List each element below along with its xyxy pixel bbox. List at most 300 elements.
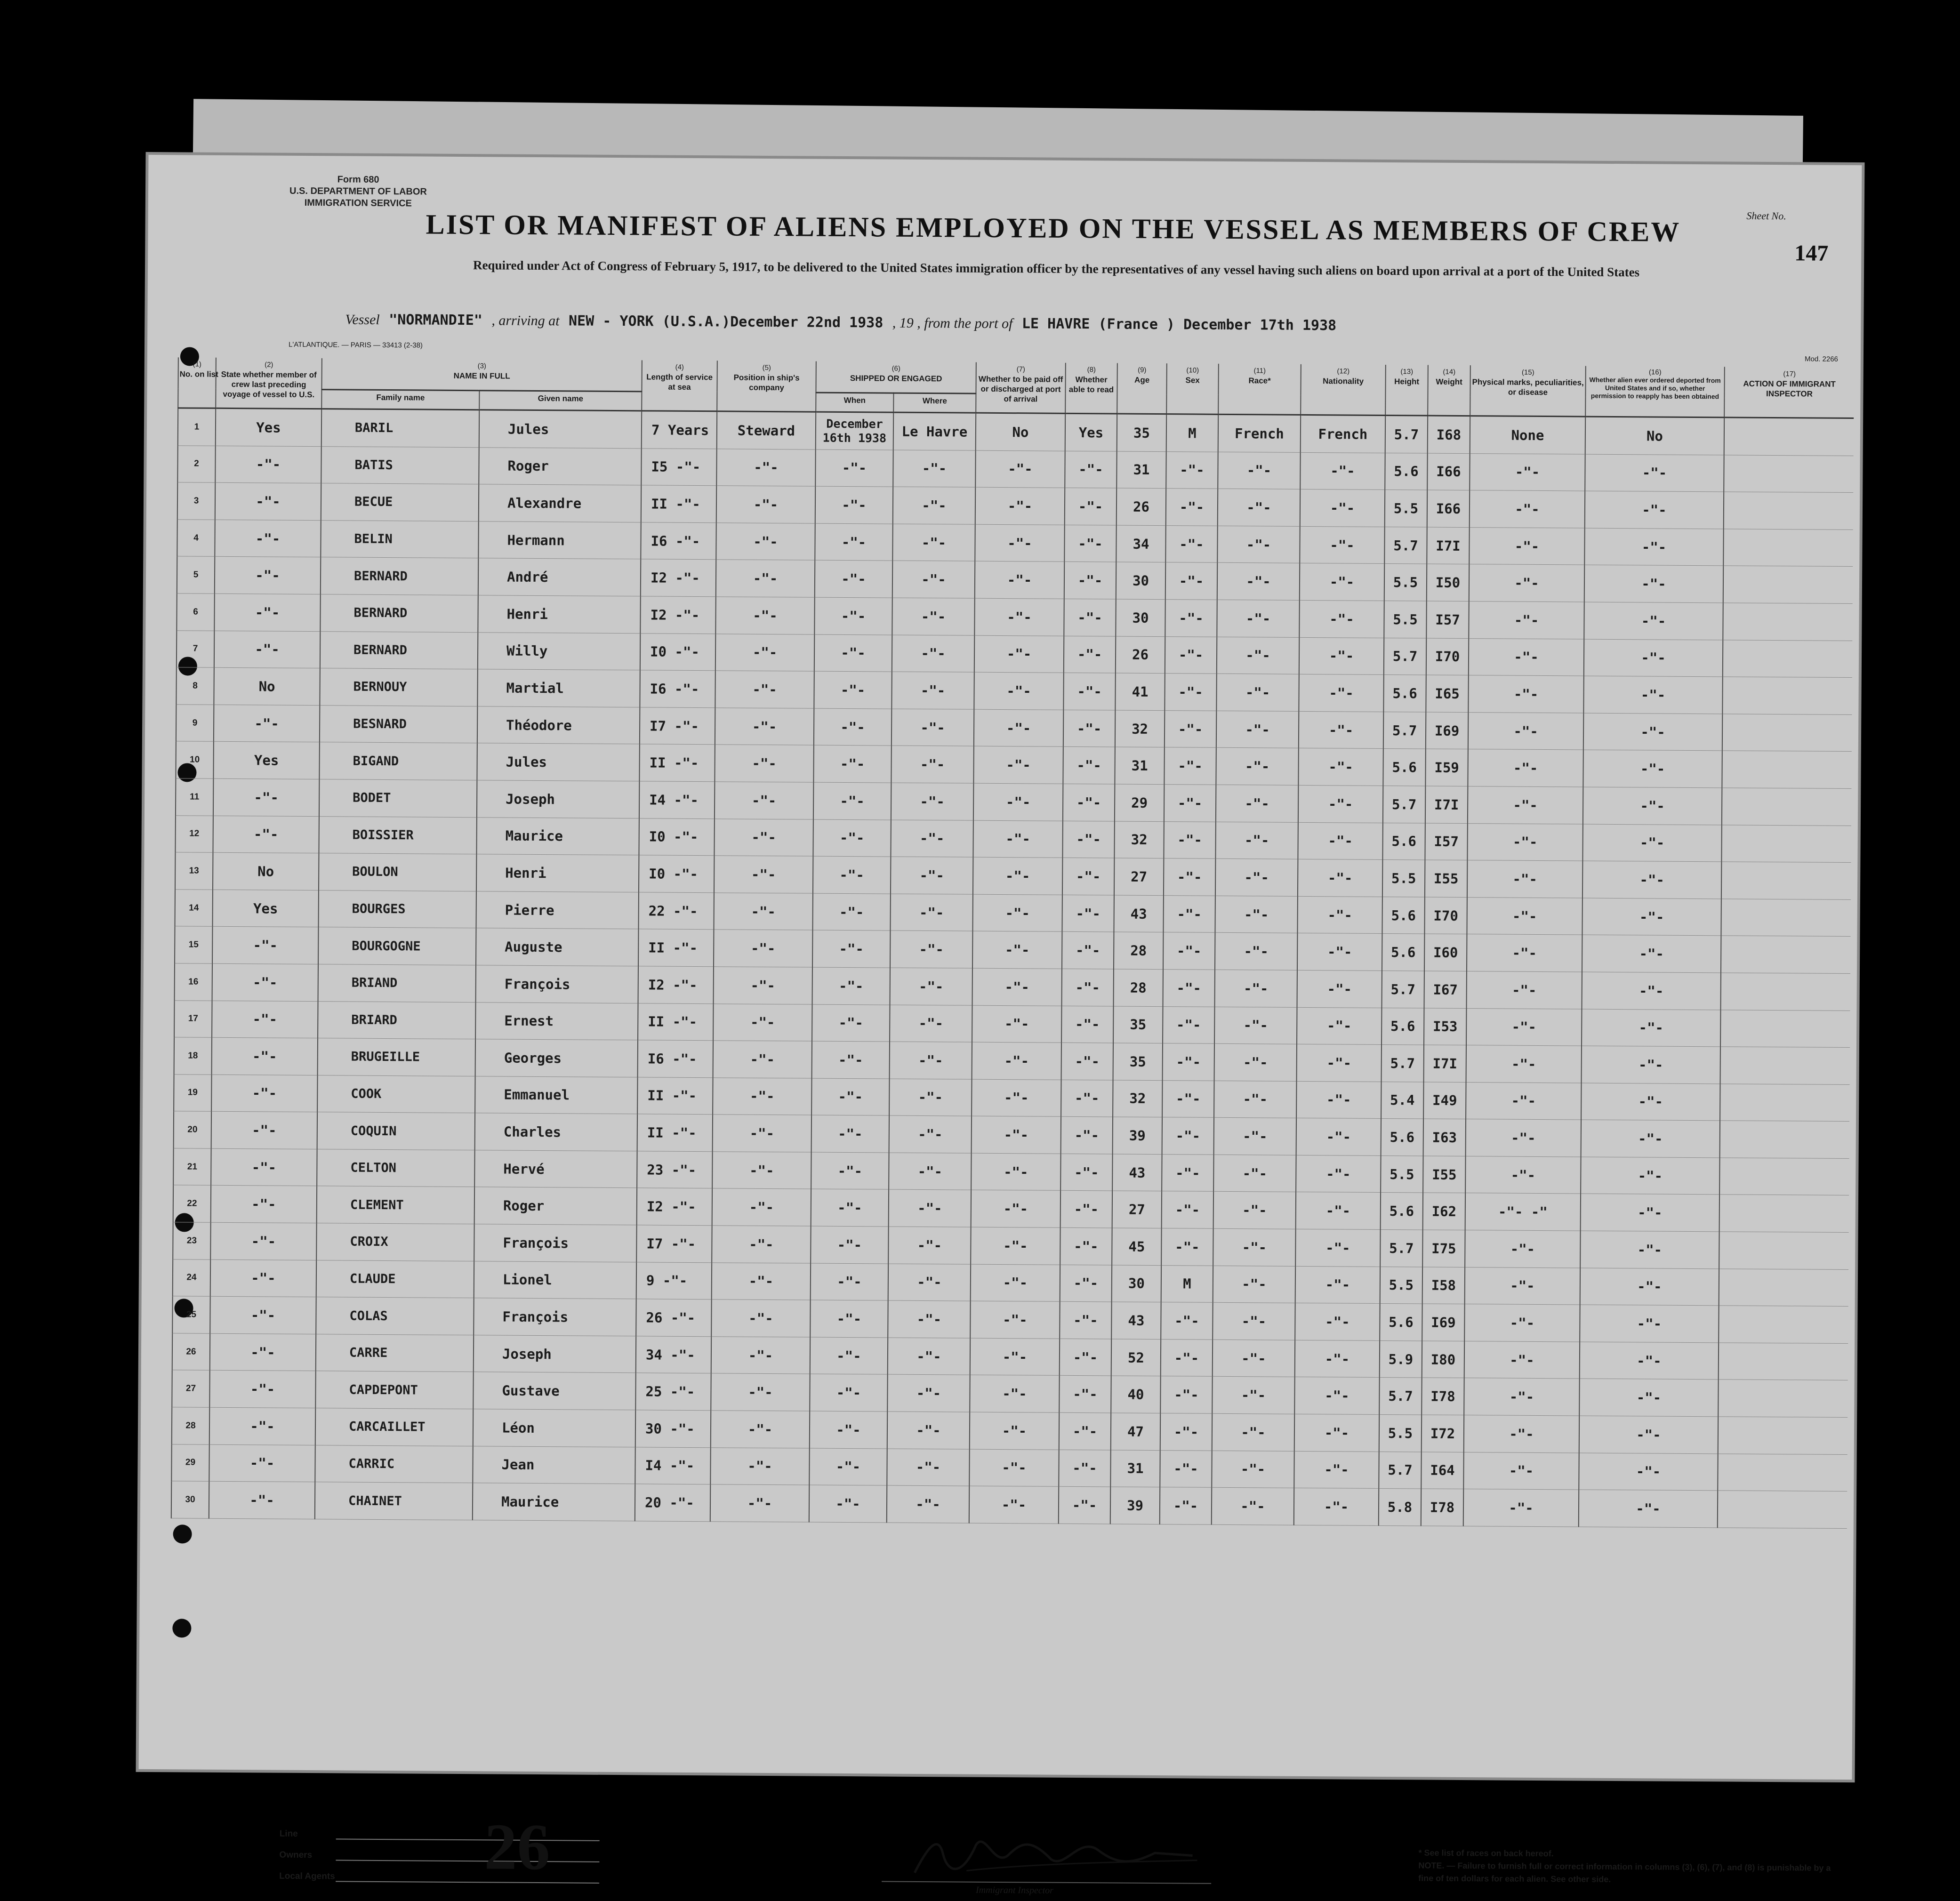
cell-deported: -"-	[1582, 824, 1721, 862]
cell-read: -"-	[1064, 599, 1116, 636]
cell-service: I4 -"-	[635, 1447, 710, 1484]
cell-nationality: -"-	[1298, 785, 1383, 823]
col-deported-header: (16) Whether alien ever ordered deported from United States and if so, whether permission to reapply has been obtained	[1585, 366, 1725, 417]
cell-position: -"-	[716, 560, 815, 597]
cell-height: 5.7	[1379, 1378, 1422, 1415]
line-field	[336, 1838, 600, 1841]
cell-paid-off: -"-	[972, 968, 1062, 1006]
cell-when: -"-	[812, 930, 890, 968]
cell-service: 23 -"-	[637, 1151, 712, 1189]
cell-when: -"-	[811, 1189, 889, 1227]
from-port-label: , from the port of	[917, 315, 1013, 332]
cell-age: 30	[1112, 1265, 1161, 1302]
cell-nationality: -"-	[1298, 748, 1383, 786]
cell-read: -"-	[1064, 525, 1116, 562]
cell-sex: -"-	[1163, 1043, 1214, 1081]
cell-family: CAPDEPONT	[315, 1371, 473, 1409]
cell-marks: -"-	[1464, 1378, 1579, 1416]
cell-read: -"-	[1063, 784, 1115, 821]
cell-nationality: -"-	[1297, 1007, 1382, 1045]
cell-paid-off: -"-	[973, 820, 1062, 858]
cell-action	[1719, 1306, 1848, 1343]
cell-prev: -"-	[214, 705, 320, 742]
cell-action	[1724, 417, 1854, 456]
cell-age: 27	[1114, 858, 1164, 895]
cell-given: Maurice	[476, 817, 639, 855]
cell-deported: -"-	[1579, 1416, 1718, 1453]
cell-prev: No	[213, 852, 319, 890]
cell-read: -"-	[1060, 1191, 1112, 1228]
cell-deported: -"-	[1583, 787, 1722, 825]
cell-marks: -"-	[1469, 564, 1584, 602]
cell-no: 8	[176, 667, 214, 705]
cell-service: I7 -"-	[636, 1225, 712, 1263]
cell-paid-off: -"-	[972, 1042, 1061, 1080]
cell-paid-off: -"-	[975, 561, 1064, 599]
col-service-header: (4) Length of service at sea	[642, 360, 717, 411]
cell-given: Auguste	[476, 928, 638, 966]
cell-sex: -"-	[1163, 1006, 1214, 1043]
crew-manifest-table	[171, 357, 1854, 1529]
cell-paid-off: -"-	[974, 635, 1064, 673]
form-identifier	[289, 174, 427, 210]
cell-action	[1721, 825, 1851, 862]
cell-prev: Yes	[216, 408, 321, 446]
cell-prev: -"-	[212, 1037, 318, 1075]
cell-when: -"-	[810, 1337, 888, 1375]
cell-height: 5.7	[1383, 786, 1425, 823]
cell-race: -"-	[1216, 785, 1298, 822]
cell-no: 5	[177, 556, 215, 594]
cell-action	[1718, 1417, 1848, 1454]
cell-when: -"-	[811, 1263, 888, 1301]
cell-where: -"-	[890, 894, 972, 931]
cell-nationality: -"-	[1295, 1340, 1380, 1378]
cell-nationality: -"-	[1295, 1266, 1380, 1304]
cell-marks: -"-	[1466, 1082, 1581, 1120]
cell-no: 6	[177, 594, 214, 631]
cell-prev: -"-	[211, 1148, 317, 1186]
col-position-header: (5) Position in ship's company	[717, 361, 816, 412]
cell-age: 41	[1115, 673, 1165, 710]
arrival-value: NEW - YORK (U.S.A.)December 22nd 1938	[568, 313, 884, 331]
cell-position: -"-	[715, 708, 814, 746]
cell-sex: -"-	[1160, 1413, 1212, 1451]
cell-race: -"-	[1213, 1340, 1295, 1377]
col-shipped-header: (6) SHIPPED OR ENGAGED	[816, 361, 976, 393]
cell-race: -"-	[1213, 1303, 1295, 1340]
cell-read: -"-	[1059, 1450, 1110, 1487]
cell-where: -"-	[892, 598, 974, 635]
cell-weight: I7I	[1427, 527, 1469, 564]
cell-family: BRIAND	[318, 964, 476, 1003]
cell-age: 28	[1114, 969, 1163, 1006]
cell-no: 20	[174, 1111, 211, 1148]
cell-read: -"-	[1065, 488, 1117, 525]
owners-field	[336, 1860, 599, 1862]
cell-sex: -"-	[1161, 1302, 1213, 1340]
cell-where: -"-	[889, 1190, 971, 1227]
cell-service: II -"-	[637, 1077, 713, 1115]
cell-height: 5.6	[1383, 749, 1425, 786]
cell-paid-off: -"-	[972, 894, 1062, 932]
form-number: Form 680	[337, 174, 379, 185]
department-name: U.S. DEPARTMENT OF LABOR	[289, 185, 427, 197]
cell-position: -"-	[714, 930, 812, 967]
manifest-page	[139, 155, 1862, 1896]
cell-deported: -"-	[1585, 491, 1724, 529]
cell-weight: I57	[1425, 823, 1467, 860]
cell-service: 34 -"-	[636, 1336, 711, 1374]
cell-age: 34	[1116, 525, 1165, 562]
cell-given: Ernest	[475, 1002, 638, 1040]
cell-paid-off: -"-	[973, 857, 1062, 895]
cell-weight: I60	[1424, 934, 1467, 971]
cell-deported: -"-	[1579, 1379, 1718, 1416]
cell-race: -"-	[1212, 1487, 1294, 1525]
sheet-label: Sheet No.	[1746, 209, 1786, 222]
cell-given: Hervé	[474, 1150, 637, 1188]
vessel-label: Vessel	[345, 312, 380, 328]
cell-race: -"-	[1216, 674, 1299, 711]
cell-sex: -"-	[1164, 747, 1216, 785]
cell-height: 5.8	[1379, 1489, 1421, 1526]
cell-race: -"-	[1215, 822, 1298, 859]
cell-given: Joseph	[474, 1335, 636, 1373]
cell-no: 21	[173, 1148, 211, 1186]
cell-prev: -"-	[210, 1222, 316, 1260]
cell-service: I7 -"-	[640, 707, 715, 745]
cell-no: 15	[175, 926, 212, 963]
cell-sex: -"-	[1162, 1080, 1214, 1117]
cell-paid-off: -"-	[971, 1190, 1060, 1228]
cell-no: 26	[172, 1333, 210, 1371]
vessel-name: "NORMANDIE"	[389, 312, 482, 329]
cell-action	[1719, 1343, 1848, 1380]
cell-prev: Yes	[212, 890, 318, 927]
cell-prev: -"-	[212, 1001, 318, 1038]
cell-weight: I69	[1426, 712, 1468, 749]
cell-sex: -"-	[1166, 451, 1218, 489]
cell-family: BARIL	[321, 409, 479, 448]
cell-read: -"-	[1063, 747, 1115, 784]
cell-race: -"-	[1215, 858, 1298, 896]
cell-service: 7 Years	[642, 411, 717, 449]
cell-paid-off: -"-	[971, 1153, 1060, 1191]
cell-given: Charles	[475, 1113, 637, 1151]
cell-race: -"-	[1215, 933, 1297, 971]
cell-read: -"-	[1062, 858, 1114, 895]
cell-read: -"-	[1064, 636, 1116, 673]
cell-deported: -"-	[1582, 935, 1721, 972]
cell-given: Hermann	[478, 521, 641, 559]
cell-weight: I78	[1422, 1378, 1464, 1415]
cell-prev: -"-	[209, 1371, 315, 1408]
cell-family: BOURGES	[318, 890, 476, 928]
cell-sex: -"-	[1160, 1376, 1212, 1413]
year-prefix: , 19	[892, 315, 914, 331]
cell-weight: I55	[1423, 1156, 1465, 1193]
cell-marks: None	[1470, 416, 1585, 454]
cell-race: -"-	[1213, 1192, 1296, 1229]
cell-when: -"-	[815, 486, 893, 524]
cell-read: -"-	[1063, 710, 1115, 747]
cell-read: -"-	[1063, 673, 1115, 710]
cell-service: II -"-	[638, 929, 714, 967]
cell-when: -"-	[811, 1226, 888, 1264]
cell-family: CHAINET	[315, 1482, 473, 1520]
cell-sex: -"-	[1163, 932, 1215, 970]
cell-family: BATIS	[321, 446, 479, 484]
cell-deported: -"-	[1582, 861, 1721, 898]
cell-paid-off: -"-	[975, 487, 1065, 525]
cell-family: COOK	[317, 1075, 475, 1113]
cell-paid-off: -"-	[972, 1005, 1061, 1043]
cell-marks: -"-	[1465, 1156, 1581, 1194]
cell-age: 47	[1111, 1413, 1160, 1450]
cell-sex: -"-	[1165, 562, 1217, 600]
cell-given: Georges	[475, 1039, 638, 1077]
cell-read: -"-	[1060, 1227, 1112, 1265]
cell-age: 45	[1112, 1228, 1161, 1265]
cell-position: -"-	[712, 1152, 811, 1189]
cell-prev: Yes	[213, 742, 319, 779]
cell-prev: No	[214, 667, 320, 705]
cell-prev: -"-	[215, 520, 321, 557]
cell-read: -"-	[1060, 1265, 1112, 1302]
cell-race: -"-	[1214, 1043, 1297, 1081]
sheet-number: 147	[1794, 241, 1829, 266]
cell-when: -"-	[813, 782, 891, 820]
cell-read: -"-	[1062, 932, 1114, 969]
cell-service: I6 -"-	[638, 1040, 713, 1078]
cell-height: 5.6	[1382, 823, 1425, 860]
cell-age: 35	[1113, 1043, 1163, 1080]
cell-weight: I50	[1427, 564, 1469, 601]
col-sex-header: (10) Sex	[1166, 363, 1219, 414]
cell-read: -"-	[1059, 1376, 1111, 1413]
cell-prev: -"-	[210, 1333, 316, 1371]
cell-position: -"-	[715, 634, 814, 671]
cell-sex: -"-	[1163, 895, 1215, 932]
cell-action	[1724, 455, 1853, 492]
cell-no: 30	[171, 1481, 209, 1518]
cell-weight: I65	[1426, 675, 1468, 712]
cell-deported: -"-	[1584, 602, 1723, 640]
col-name-header: (3) NAME IN FULL	[321, 358, 642, 391]
cell-given: Maurice	[473, 1483, 635, 1521]
cell-race: -"-	[1213, 1228, 1295, 1266]
cell-service: 20 -"-	[635, 1484, 710, 1522]
cell-height: 5.6	[1381, 1193, 1423, 1230]
cell-deported: -"-	[1580, 1231, 1719, 1268]
col-family-name-header: Family name	[321, 389, 479, 409]
cell-when: -"-	[814, 597, 892, 635]
cell-when: -"-	[810, 1374, 887, 1412]
cell-marks: -"-	[1465, 1267, 1580, 1305]
cell-weight: I75	[1422, 1230, 1465, 1267]
cell-age: 40	[1111, 1376, 1160, 1413]
cell-weight: I72	[1422, 1415, 1464, 1452]
departure-value: LE HAVRE (France ) December 17th 1938	[1021, 315, 1337, 334]
cell-position: -"-	[714, 818, 813, 856]
cell-sex: -"-	[1165, 636, 1217, 674]
cell-family: BOISSIER	[319, 816, 476, 854]
cell-race: -"-	[1214, 1007, 1297, 1044]
cell-where: -"-	[892, 561, 975, 598]
cell-position: -"-	[714, 856, 813, 893]
line-label: Line	[279, 1829, 298, 1839]
cell-when: -"-	[810, 1300, 888, 1338]
cell-nationality: -"-	[1296, 1118, 1381, 1156]
cell-race: -"-	[1213, 1155, 1296, 1192]
cell-no: 9	[176, 705, 214, 742]
cell-weight: I7I	[1425, 786, 1468, 823]
col-when-header: When	[816, 393, 893, 412]
cell-service: I4 -"-	[639, 781, 715, 819]
cell-read: -"-	[1060, 1154, 1112, 1191]
cell-marks: -"-	[1464, 1341, 1580, 1379]
cell-deported: -"-	[1584, 565, 1723, 602]
cell-position: -"-	[715, 597, 814, 634]
cell-marks: -"-	[1467, 971, 1582, 1009]
cell-age: 28	[1114, 932, 1163, 969]
cell-service: I2 -"-	[640, 596, 715, 634]
cell-when: -"-	[813, 856, 891, 894]
cell-sex: -"-	[1166, 489, 1218, 526]
cell-marks: -"-	[1470, 490, 1585, 528]
cell-height: 5.5	[1384, 601, 1426, 638]
cell-sex: -"-	[1165, 600, 1217, 637]
cell-height: 5.7	[1384, 638, 1426, 675]
cell-family: COLAS	[316, 1297, 474, 1335]
cell-deported: -"-	[1583, 750, 1722, 787]
cell-paid-off: -"-	[975, 450, 1065, 488]
cell-race: -"-	[1217, 526, 1300, 563]
cell-position: -"-	[713, 1077, 811, 1115]
cell-paid-off: -"-	[974, 709, 1063, 747]
cell-prev: -"-	[213, 816, 319, 853]
col-race-header: (11) Race*	[1218, 364, 1301, 415]
cell-when: -"-	[811, 1115, 889, 1153]
cell-action	[1718, 1380, 1848, 1417]
cell-action	[1719, 1232, 1848, 1269]
cell-action	[1719, 1195, 1849, 1232]
cell-position: -"-	[713, 1041, 812, 1078]
cell-service: 9 -"-	[636, 1262, 712, 1299]
cell-sex: -"-	[1162, 1154, 1213, 1191]
cell-marks: -"-	[1467, 897, 1582, 935]
cell-no: 19	[174, 1074, 211, 1111]
cell-paid-off: -"-	[971, 1227, 1060, 1265]
cell-given: Henri	[478, 595, 640, 634]
cell-position: -"-	[713, 1003, 812, 1041]
cell-deported: -"-	[1584, 639, 1723, 677]
cell-paid-off: -"-	[973, 783, 1063, 821]
cell-nationality: -"-	[1299, 637, 1384, 675]
races-note: * See list of races on back hereof.	[1418, 1848, 1554, 1859]
cell-paid-off: -"-	[971, 1264, 1060, 1302]
cell-height: 5.6	[1382, 934, 1424, 971]
cell-prev: -"-	[211, 1075, 317, 1112]
cell-weight: I49	[1423, 1082, 1466, 1119]
cell-no: 16	[175, 963, 212, 1001]
cell-deported: -"-	[1583, 676, 1722, 714]
cell-given: Jean	[473, 1446, 635, 1484]
cell-nationality: -"-	[1297, 970, 1382, 1008]
cell-service: II -"-	[637, 1114, 713, 1152]
cell-no: 17	[174, 1000, 212, 1037]
cell-nationality: -"-	[1297, 933, 1382, 971]
cell-sex: -"-	[1163, 970, 1215, 1007]
cell-action	[1722, 677, 1852, 714]
cell-service: 22 -"-	[638, 892, 714, 930]
cell-service: I2 -"-	[638, 966, 714, 1004]
cell-sex: -"-	[1160, 1487, 1212, 1524]
cell-height: 5.7	[1382, 971, 1424, 1008]
cell-where: -"-	[888, 1338, 970, 1375]
cell-action	[1721, 936, 1850, 973]
cell-race: -"-	[1212, 1377, 1294, 1414]
cell-given: Roger	[474, 1187, 637, 1225]
cell-marks: -"-	[1468, 675, 1583, 713]
cell-deported: -"-	[1581, 1083, 1720, 1121]
cell-where: -"-	[887, 1449, 969, 1486]
cell-when: December 16th 1938	[816, 412, 893, 450]
cell-race: -"-	[1216, 711, 1299, 748]
cell-sex: -"-	[1165, 525, 1217, 562]
cell-family: BERNARD	[321, 557, 478, 595]
cell-deported: No	[1585, 417, 1724, 455]
cell-marks: -"- -"	[1465, 1193, 1581, 1231]
cell-nationality: -"-	[1294, 1377, 1379, 1415]
cell-deported: -"-	[1582, 1046, 1720, 1083]
cell-given: François	[474, 1298, 636, 1336]
cell-nationality: -"-	[1295, 1303, 1380, 1341]
cell-nationality: -"-	[1294, 1414, 1379, 1452]
cell-where: -"-	[889, 1079, 972, 1116]
cell-action	[1723, 640, 1852, 677]
col-nationality-header: (12) Nationality	[1301, 364, 1386, 416]
cell-paid-off: -"-	[970, 1412, 1059, 1450]
cell-paid-off: -"-	[970, 1338, 1060, 1376]
arriving-label: , arriving at	[491, 313, 560, 329]
cell-where: -"-	[887, 1485, 969, 1523]
cell-read: Yes	[1065, 413, 1117, 451]
cell-family: BESNARD	[320, 705, 477, 743]
cell-no: 24	[173, 1259, 210, 1296]
cell-where: -"-	[888, 1300, 970, 1338]
cell-family: BELIN	[321, 520, 478, 558]
cell-action	[1722, 714, 1852, 752]
cell-race: -"-	[1218, 452, 1300, 489]
cell-action	[1723, 566, 1853, 603]
cell-when: -"-	[810, 1411, 887, 1449]
cell-paid-off: -"-	[970, 1301, 1060, 1339]
cell-given: Alexandre	[479, 484, 641, 522]
cell-when: -"-	[815, 560, 892, 598]
cell-where: -"-	[889, 1153, 971, 1190]
cell-nationality: -"-	[1299, 600, 1384, 638]
cell-action	[1722, 788, 1851, 826]
cell-sex: -"-	[1164, 785, 1216, 822]
cell-action	[1723, 603, 1852, 641]
cell-paid-off: -"-	[969, 1449, 1059, 1487]
cell-age: 30	[1116, 599, 1165, 636]
cell-read: -"-	[1061, 1117, 1113, 1154]
cell-read: -"-	[1065, 451, 1117, 488]
cell-deported: -"-	[1585, 454, 1724, 492]
